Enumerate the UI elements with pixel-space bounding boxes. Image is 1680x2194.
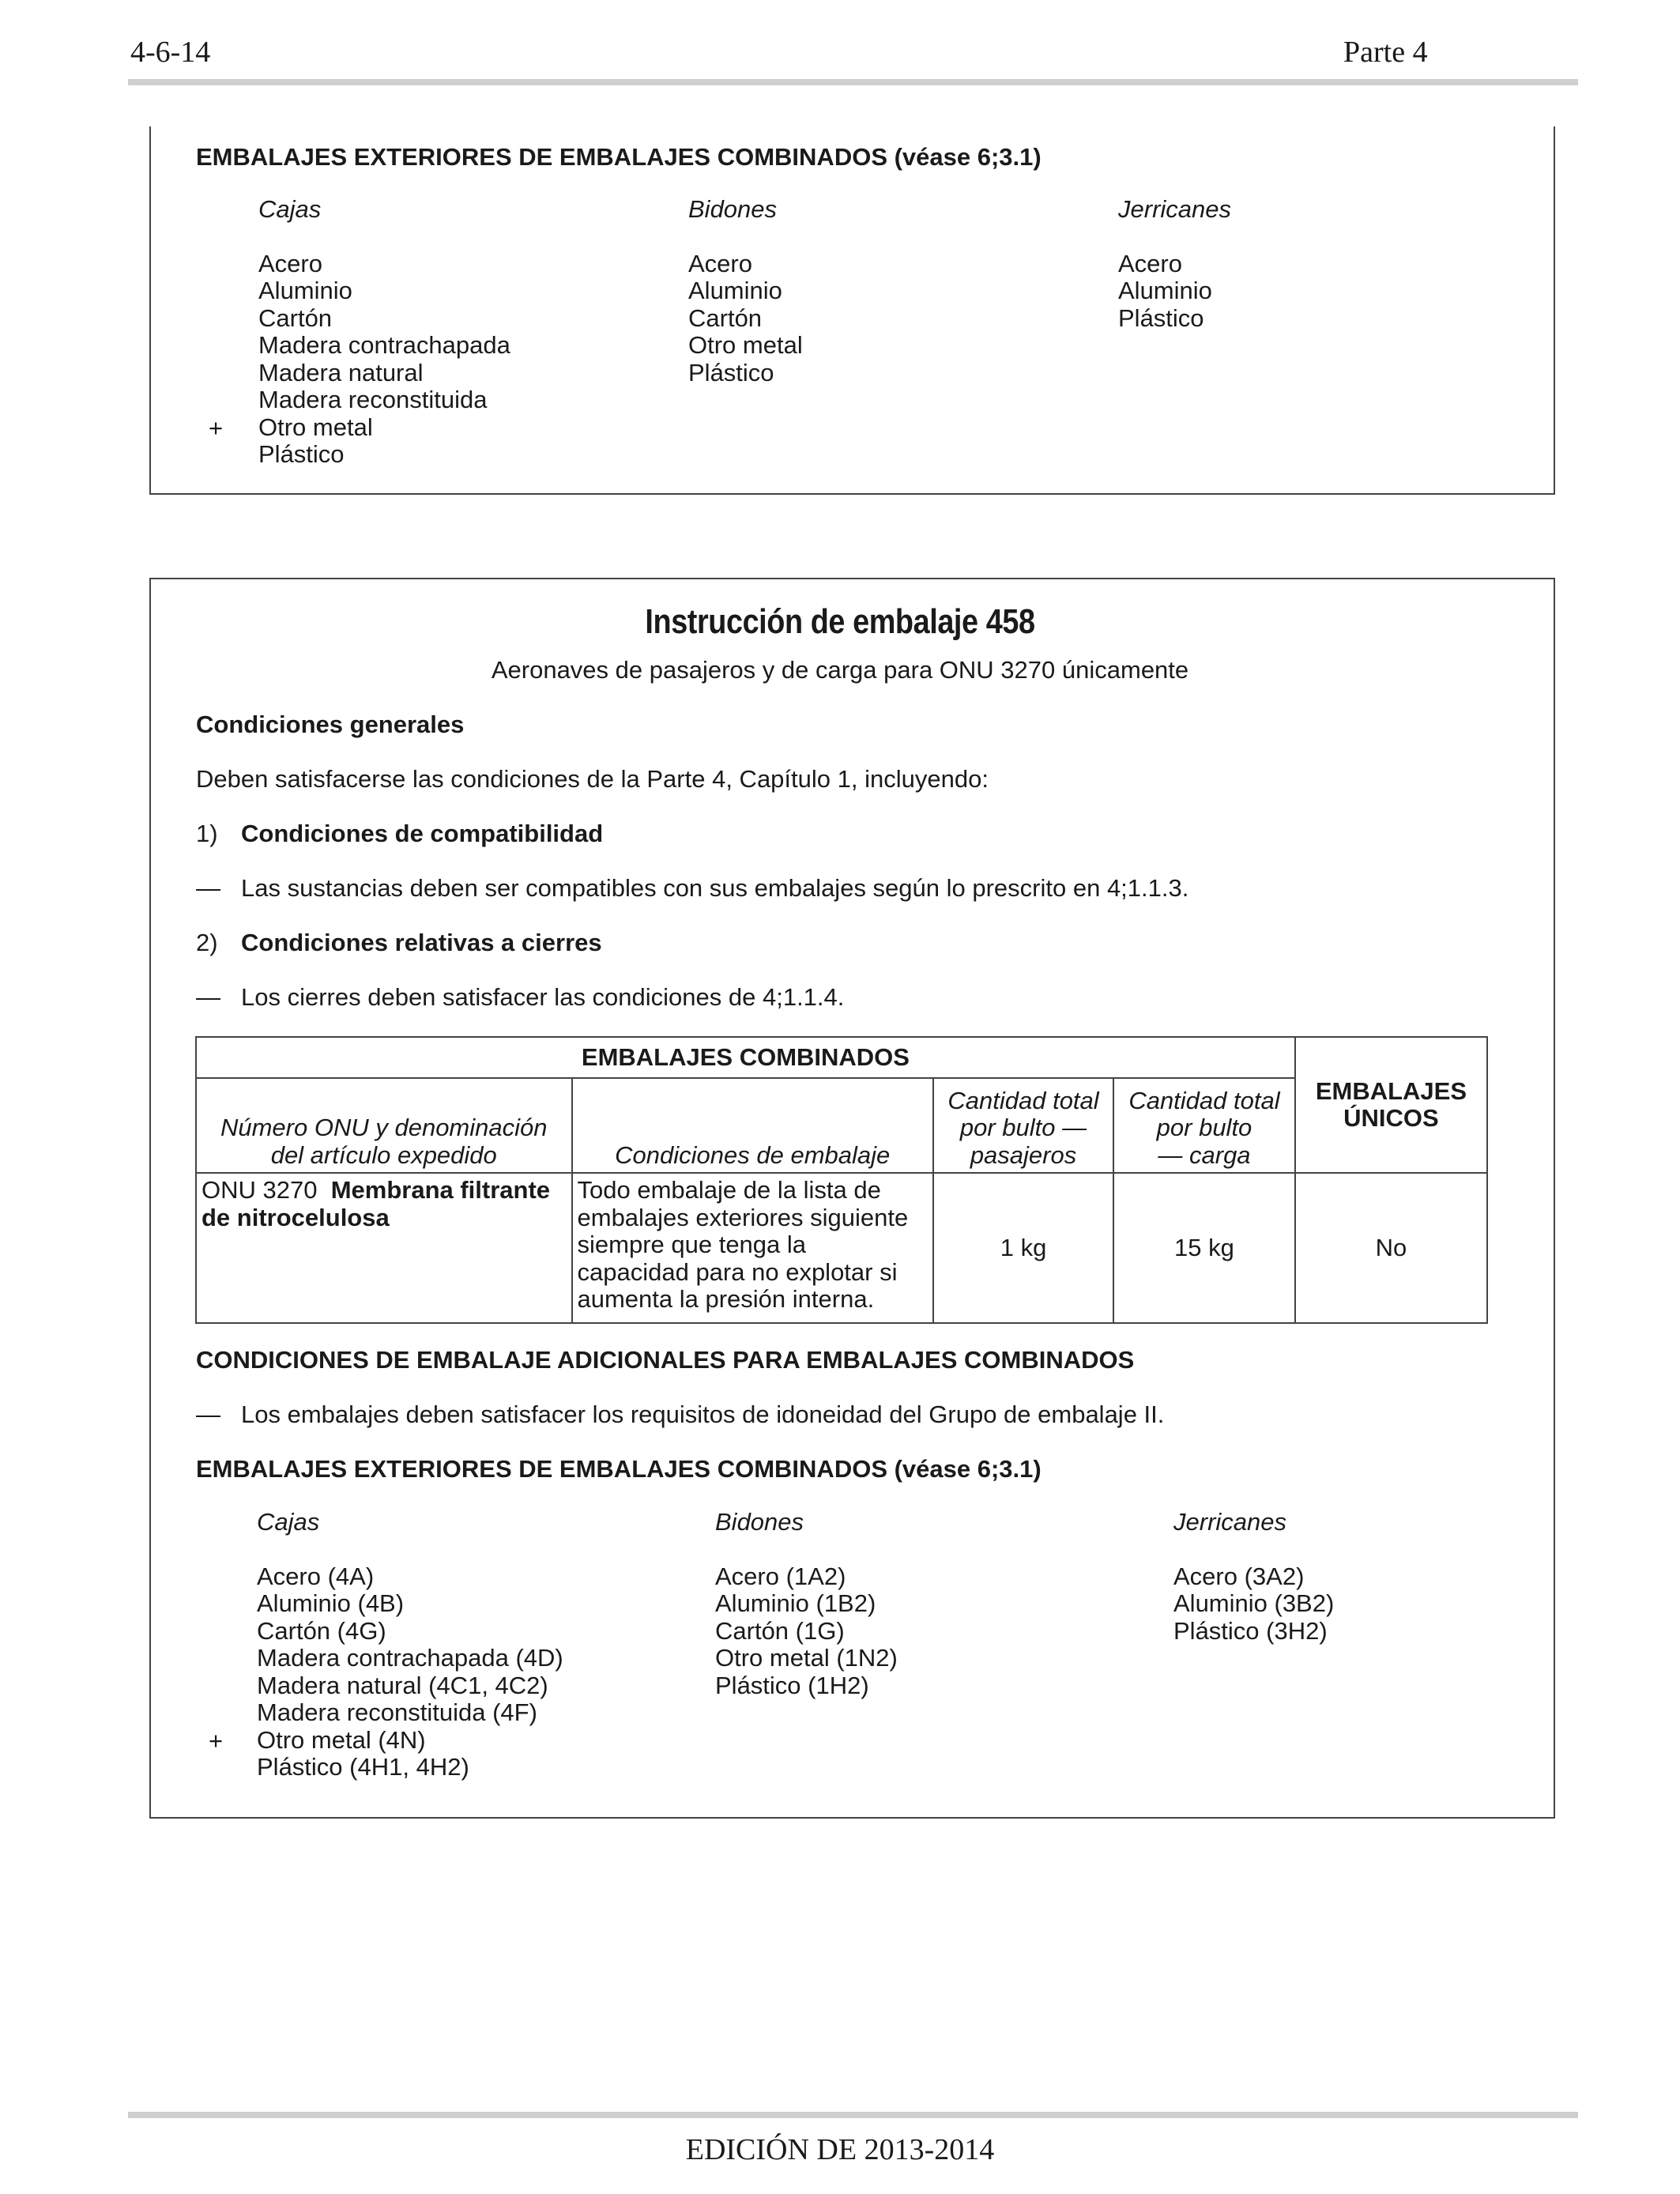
top-outer-heading: EMBALAJES EXTERIORES DE EMBALAJES COMBINADOS (véase 6;3.1) <box>196 143 1042 171</box>
amendment-plus-mark: + <box>209 1727 224 1755</box>
header-line: Cantidad total <box>1128 1086 1280 1114</box>
single-packagings-value: No <box>1295 1173 1487 1323</box>
table-row <box>196 1173 1487 1323</box>
packing-conditions-header: Condiciones de embalaje <box>572 1078 933 1173</box>
list-item: Aluminio (1B2) <box>715 1589 876 1617</box>
column-cajas <box>257 1509 563 1781</box>
list-item: Acero <box>258 249 322 277</box>
header-line: Número ONU y denominación <box>220 1114 548 1141</box>
list-item: Acero <box>688 249 752 277</box>
list-item: Plástico (3H2) <box>1173 1616 1328 1645</box>
condition-number: 1) <box>196 820 218 847</box>
additional-conditions-heading: CONDICIONES DE EMBALAJE ADICIONALES PARA EMBALAJES COMBINADOS <box>196 1346 1135 1374</box>
list-item: Acero (1A2) <box>715 1562 846 1590</box>
list-item: Plástico (1H2) <box>715 1671 869 1699</box>
top-column-cajas <box>258 196 510 469</box>
passenger-quantity: 1 kg <box>933 1173 1113 1323</box>
column-bidones <box>715 1509 898 1699</box>
list-item: Cartón <box>258 303 333 332</box>
header-line: por bulto — <box>959 1114 1087 1141</box>
cell-line: siempre que tenga la <box>577 1231 807 1258</box>
un-number-header <box>196 1078 572 1173</box>
list-item: Acero <box>1118 249 1182 277</box>
packing-table <box>195 1036 1488 1324</box>
list-item: Madera natural <box>258 358 424 386</box>
closures-heading: Condiciones relativas a cierres <box>241 929 602 956</box>
header-line: EMBALAJES <box>1315 1076 1467 1105</box>
list-item: Aluminio (3B2) <box>1173 1589 1335 1617</box>
header-line: por bulto <box>1156 1114 1252 1141</box>
list-item: Acero (4A) <box>257 1562 375 1590</box>
cell-line: aumenta la presión interna. <box>577 1285 875 1313</box>
general-conditions-heading: Condiciones generales <box>196 711 465 738</box>
list-item: Cartón <box>688 303 763 332</box>
column-jerricanes <box>1173 1509 1334 1645</box>
cargo-quantity: 15 kg <box>1113 1173 1295 1323</box>
list-item: Cartón (1G) <box>715 1616 845 1645</box>
single-packagings-header <box>1295 1037 1487 1173</box>
un-entry-cell <box>196 1173 572 1323</box>
cell-line: capacidad para no explotar si <box>577 1257 898 1286</box>
cell-line: embalajes exteriores siguiente <box>577 1203 909 1231</box>
list-item: Madera natural (4C1, 4C2) <box>257 1671 548 1699</box>
list-item: Madera reconstituida (4F) <box>257 1698 537 1726</box>
instruction-subtitle: Aeronaves de pasajeros y de carga para ONU 3270 únicamente <box>491 656 1189 684</box>
column-head: Jerricanes <box>1118 195 1231 223</box>
list-item: Otro metal <box>258 413 373 441</box>
list-item: Madera reconstituida <box>258 386 488 413</box>
top-column-jerricanes <box>1118 196 1231 332</box>
additional-conditions-text: Los embalajes deben satisfacer los requisitos de idoneidad del Grupo de embalaje II. <box>241 1400 1165 1428</box>
cargo-quantity-header <box>1113 1078 1295 1173</box>
header-line: pasajeros <box>970 1140 1077 1169</box>
list-item: Madera contrachapada (4D) <box>257 1644 563 1672</box>
proper-shipping-name: Membrana filtrante <box>330 1176 551 1204</box>
list-item: Cartón (4G) <box>257 1616 386 1645</box>
list-item: Otro metal (4N) <box>257 1725 426 1754</box>
edition-footer: EDICIÓN DE 2013-2014 <box>685 2133 995 2166</box>
amendment-plus-mark: + <box>209 414 224 442</box>
header-line: — carga <box>1158 1140 1251 1169</box>
list-item: Otro metal (1N2) <box>715 1644 898 1672</box>
compatibility-text: Las sustancias deben ser compatibles con sus embalajes según lo prescrito en 4;1.1.3. <box>241 874 1189 902</box>
footer-rule <box>128 2112 1578 2118</box>
general-conditions-text: Deben satisfacerse las condiciones de la Parte 4, Capítulo 1, incluyendo: <box>196 765 989 793</box>
list-item: Aluminio (4B) <box>257 1589 405 1617</box>
dash-bullet: — <box>196 874 220 902</box>
proper-shipping-name-cont: de nitrocelulosa <box>202 1203 390 1231</box>
header-line: del artículo expedido <box>270 1140 497 1169</box>
list-item: Aluminio <box>258 277 352 304</box>
list-item: Plástico <box>688 358 774 386</box>
column-head: Bidones <box>688 195 778 223</box>
list-item: Aluminio <box>688 277 782 304</box>
column-head: Bidones <box>715 1508 804 1536</box>
header-rule <box>128 79 1578 85</box>
dash-bullet: — <box>196 1400 220 1428</box>
un-number: ONU 3270 <box>202 1176 318 1204</box>
column-head: Cajas <box>258 195 322 223</box>
list-item: Plástico <box>258 440 345 468</box>
top-column-bidones <box>688 196 803 386</box>
dash-bullet: — <box>196 983 220 1011</box>
combined-packagings-header: EMBALAJES COMBINADOS <box>196 1037 1295 1078</box>
column-head: Jerricanes <box>1173 1508 1286 1536</box>
part-label: Parte 4 <box>1343 36 1428 69</box>
closures-text: Los cierres deben satisfacer las condiciones de 4;1.1.4. <box>241 983 845 1011</box>
condition-number: 2) <box>196 929 218 956</box>
list-item: Aluminio <box>1118 277 1212 304</box>
header-line: ÚNICOS <box>1343 1104 1439 1132</box>
instruction-title: Instrucción de embalaje 458 <box>645 602 1035 641</box>
packing-conditions-cell <box>572 1173 933 1323</box>
list-item: Acero (3A2) <box>1173 1562 1305 1590</box>
list-item: Madera contrachapada <box>258 331 510 359</box>
page-number: 4-6-14 <box>130 36 211 69</box>
list-item: Plástico (4H1, 4H2) <box>257 1753 469 1781</box>
column-head: Cajas <box>257 1508 320 1536</box>
header-line: Cantidad total <box>947 1086 1099 1114</box>
cell-line: Todo embalaje de la lista de <box>577 1176 881 1204</box>
compatibility-heading: Condiciones de compatibilidad <box>241 820 604 847</box>
outer-packagings-heading: EMBALAJES EXTERIORES DE EMBALAJES COMBINADOS (véase 6;3.1) <box>196 1455 1042 1483</box>
list-item: Plástico <box>1118 303 1204 332</box>
list-item: Otro metal <box>688 331 803 359</box>
passenger-quantity-header <box>933 1078 1113 1173</box>
